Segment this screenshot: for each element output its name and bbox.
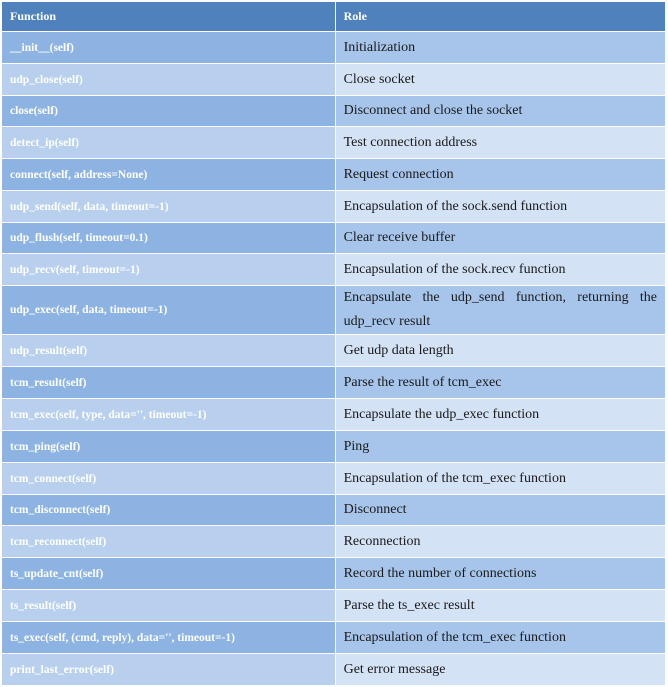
role-cell: Ping — [335, 431, 665, 463]
table-row — [2, 399, 666, 431]
function-cell: tcm_exec(self, type, data='', timeout=-1) — [2, 399, 336, 431]
function-cell: tcm_ping(self) — [2, 431, 336, 463]
function-cell: udp_flush(self, timeout=0.1) — [2, 223, 336, 254]
table-header-row — [2, 2, 666, 32]
table-row — [2, 254, 666, 286]
role-cell: Encapsulate the udp_send function, returning the udp_recv result — [335, 286, 665, 335]
role-cell: Disconnect and close the socket — [335, 96, 665, 127]
table-row — [2, 526, 666, 558]
role-cell: Request connection — [335, 159, 665, 191]
role-cell: Encapsulation of the sock.recv function — [335, 254, 665, 286]
role-cell: Reconnection — [335, 526, 665, 558]
table-row — [2, 622, 666, 654]
role-cell: Parse the ts_exec result — [335, 590, 665, 622]
role-cell: Encapsulation of the tcm_exec function — [335, 463, 665, 495]
role-cell: Encapsulation of the sock.send function — [335, 191, 665, 223]
role-cell: Initialization — [335, 32, 665, 64]
role-cell: Record the number of connections — [335, 558, 665, 590]
function-cell: tcm_result(self) — [2, 367, 336, 399]
function-cell: close(self) — [2, 96, 336, 127]
table-row — [2, 431, 666, 463]
role-cell: Get error message — [335, 654, 665, 686]
role-cell: Clear receive buffer — [335, 223, 665, 254]
function-cell: ts_update_cnt(self) — [2, 558, 336, 590]
function-cell: detect_ip(self) — [2, 127, 336, 159]
function-cell: udp_close(self) — [2, 64, 336, 96]
header-function: Function — [2, 2, 336, 32]
table-row — [2, 590, 666, 622]
role-cell: Encapsulate the udp_exec function — [335, 399, 665, 431]
function-cell: tcm_reconnect(self) — [2, 526, 336, 558]
function-cell: udp_recv(self, timeout=-1) — [2, 254, 336, 286]
table-row — [2, 558, 666, 590]
table-row — [2, 335, 666, 367]
table-row — [2, 223, 666, 254]
table-row — [2, 286, 666, 335]
table-row — [2, 64, 666, 96]
function-role-table — [1, 1, 666, 686]
table-row — [2, 495, 666, 526]
table-body — [2, 32, 666, 686]
function-cell: tcm_disconnect(self) — [2, 495, 336, 526]
function-cell: tcm_connect(self) — [2, 463, 336, 495]
role-cell: Parse the result of tcm_exec — [335, 367, 665, 399]
table-row — [2, 32, 666, 64]
table-row — [2, 127, 666, 159]
table-row — [2, 654, 666, 686]
function-cell: ts_exec(self, (cmd, reply), data='', timeout=-1) — [2, 622, 336, 654]
role-cell: Close socket — [335, 64, 665, 96]
function-cell: connect(self, address=None) — [2, 159, 336, 191]
table-row — [2, 159, 666, 191]
role-cell: Get udp data length — [335, 335, 665, 367]
role-cell: Encapsulation of the tcm_exec function — [335, 622, 665, 654]
function-cell: ts_result(self) — [2, 590, 336, 622]
role-cell: Test connection address — [335, 127, 665, 159]
function-cell: __init__(self) — [2, 32, 336, 64]
function-cell: udp_exec(self, data, timeout=-1) — [2, 286, 336, 335]
header-role: Role — [335, 2, 665, 32]
function-cell: udp_send(self, data, timeout=-1) — [2, 191, 336, 223]
table-row — [2, 96, 666, 127]
table-row — [2, 367, 666, 399]
function-cell: udp_result(self) — [2, 335, 336, 367]
table-row — [2, 463, 666, 495]
table-row — [2, 191, 666, 223]
function-cell: print_last_error(self) — [2, 654, 336, 686]
role-cell: Disconnect — [335, 495, 665, 526]
